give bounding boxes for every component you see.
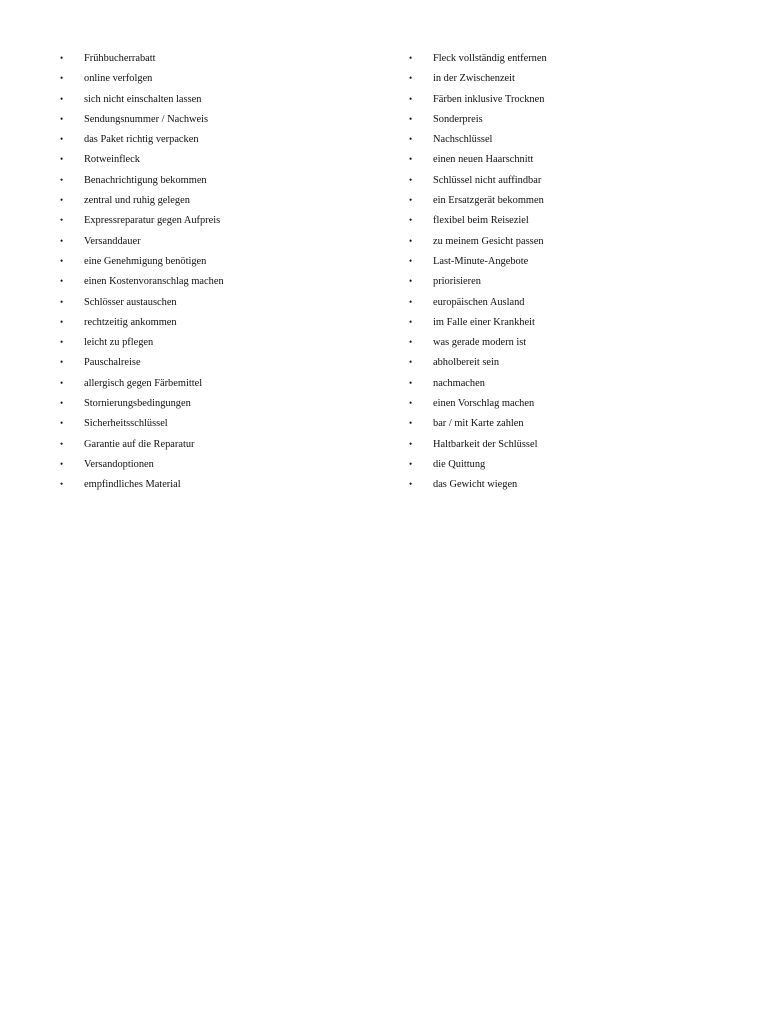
list-item-text: Sicherheitsschlüssel (84, 418, 168, 430)
list-item-text: Nachschlüssel (433, 134, 493, 146)
list-item-text: einen neuen Haarschnitt (433, 154, 534, 166)
list-item-text: zentral und ruhig gelegen (84, 195, 190, 207)
bullet-icon: • (409, 357, 413, 368)
list-item (60, 436, 400, 456)
bullet-icon: • (409, 53, 413, 63)
bullet-icon: • (60, 398, 64, 409)
list-item (409, 294, 749, 314)
list-item-text: einen Kostenvoranschlag machen (84, 276, 224, 288)
list-item-text: Fleck vollständig entfernen (433, 53, 547, 64)
bullet-icon: • (409, 113, 413, 124)
bullet-icon: • (409, 398, 413, 409)
bullet-icon: • (409, 337, 413, 348)
list-item-text: Versandoptionen (84, 458, 154, 470)
list-item (60, 192, 400, 212)
list-item (409, 111, 749, 131)
list-item (60, 415, 400, 435)
bullet-icon: • (409, 235, 413, 246)
bullet-icon: • (409, 479, 413, 490)
list-item-text: was gerade modern ist (433, 337, 527, 349)
list-item-text: sich nicht einschalten lassen (84, 93, 202, 105)
bullet-icon: • (60, 113, 64, 124)
bullet-icon: • (60, 255, 64, 266)
bullet-icon: • (60, 276, 64, 287)
list-item (60, 70, 400, 90)
bullet-icon: • (60, 174, 64, 185)
bullet-icon: • (60, 438, 64, 449)
list-item (409, 212, 749, 232)
list-item-text: Haltbarkeit der Schlüssel (433, 438, 538, 450)
list-item (60, 273, 400, 293)
list-item (409, 253, 749, 273)
list-item (409, 314, 749, 334)
bullet-icon: • (60, 53, 64, 63)
list-item (60, 334, 400, 354)
bullet-icon: • (60, 154, 64, 165)
list-item-text: ein Ersatzgerät bekommen (433, 195, 544, 207)
list-item (60, 314, 400, 334)
list-item (60, 151, 400, 171)
bullet-icon: • (409, 316, 413, 327)
bullet-icon: • (60, 316, 64, 327)
list-item (409, 456, 749, 476)
list-item-text: eine Genehmigung benötigen (84, 255, 207, 267)
bullet-icon: • (409, 276, 413, 287)
bullet-icon: • (409, 93, 413, 104)
list-item-text: zu meinem Gesicht passen (433, 235, 544, 247)
list-item (409, 334, 749, 354)
list-item-text: Last-Minute-Angebote (433, 255, 529, 267)
list-item (409, 415, 749, 435)
list-item (409, 354, 749, 374)
list-item (409, 395, 749, 415)
list-item (60, 91, 400, 111)
list-item (60, 395, 400, 415)
bullet-icon: • (60, 458, 64, 469)
bullet-icon: • (60, 337, 64, 348)
list-item-text: Sendungsnummer / Nachweis (84, 113, 209, 125)
list-item-text: Färben inklusive Trocknen (433, 93, 545, 105)
bullet-icon: • (60, 73, 64, 84)
list-item (409, 91, 749, 111)
list-item (409, 273, 749, 293)
list-item (60, 172, 400, 192)
list-item (60, 354, 400, 374)
bullet-icon: • (409, 438, 413, 449)
list-item-text: europäischen Ausland (433, 296, 525, 308)
list-item (60, 233, 400, 253)
list-item-text: im Falle einer Krankheit (433, 316, 535, 328)
list-item-text: online verfolgen (84, 73, 153, 85)
bullet-icon: • (60, 377, 64, 388)
bullet-list-left (60, 50, 400, 497)
list-item-text: Rotweinfleck (84, 154, 140, 166)
list-item (409, 151, 749, 171)
bullet-icon: • (409, 418, 413, 429)
list-item (60, 111, 400, 131)
bullet-icon: • (409, 73, 413, 84)
bullet-icon: • (60, 93, 64, 104)
list-item-text: flexibel beim Reiseziel (433, 215, 529, 227)
bullet-icon: • (409, 296, 413, 307)
bullet-icon: • (409, 458, 413, 469)
list-item-text: Versanddauer (84, 235, 141, 247)
bullet-icon: • (60, 479, 64, 490)
bullet-icon: • (60, 357, 64, 368)
list-item (60, 476, 400, 496)
bullet-icon: • (409, 215, 413, 226)
list-item-text: leicht zu pflegen (84, 337, 154, 349)
list-item-text: Schlüssel nicht auffindbar (433, 174, 542, 186)
list-item (60, 131, 400, 151)
list-item-text: bar / mit Karte zahlen (433, 418, 524, 430)
list-item (409, 233, 749, 253)
list-item (409, 436, 749, 456)
list-item-text: Schlösser austauschen (84, 296, 177, 308)
list-item-text: das Gewicht wiegen (433, 479, 518, 491)
bullet-icon: • (409, 255, 413, 266)
list-item (409, 131, 749, 151)
bullet-icon: • (60, 195, 64, 206)
list-item-text: in der Zwischenzeit (433, 73, 515, 85)
bullet-icon: • (60, 418, 64, 429)
list-item (60, 375, 400, 395)
list-item-text: Expressreparatur gegen Aufpreis (84, 215, 221, 227)
list-item-text: nachmachen (433, 377, 485, 389)
bullet-icon: • (409, 154, 413, 165)
list-item (409, 50, 749, 70)
bullet-icon: • (409, 377, 413, 388)
list-item-text: priorisieren (433, 276, 481, 288)
bullet-icon: • (60, 296, 64, 307)
bullet-icon: • (409, 174, 413, 185)
list-item (409, 192, 749, 212)
list-item-text: Pauschalreise (84, 357, 141, 369)
list-item-text: Garantie auf die Reparatur (84, 438, 195, 450)
bullet-icon: • (60, 235, 64, 246)
list-item-text: abholbereit sein (433, 357, 500, 369)
bullet-list-right (409, 50, 749, 497)
list-item-text: Benachrichtigung bekommen (84, 174, 207, 186)
list-item-text: einen Vorschlag machen (433, 398, 535, 410)
list-item-text: Sonderpreis (433, 113, 483, 125)
list-item (409, 172, 749, 192)
list-item-text: Stornierungsbedingungen (84, 398, 191, 410)
list-item (60, 294, 400, 314)
list-item (60, 456, 400, 476)
bullet-icon: • (60, 134, 64, 145)
list-item (60, 212, 400, 232)
list-item-text: rechtzeitig ankommen (84, 316, 177, 328)
list-item (409, 375, 749, 395)
list-item-text: die Quittung (433, 458, 486, 470)
list-item-text: Frühbucherrabatt (84, 53, 156, 64)
list-item-text: allergisch gegen Färbemittel (84, 377, 203, 389)
list-item-text: das Paket richtig verpacken (84, 134, 199, 146)
bullet-icon: • (60, 215, 64, 226)
bullet-icon: • (409, 134, 413, 145)
list-item-text: empfindliches Material (84, 479, 181, 491)
list-item (60, 253, 400, 273)
list-item (60, 50, 400, 70)
list-item (409, 70, 749, 90)
bullet-icon: • (409, 195, 413, 206)
list-item (409, 476, 749, 496)
